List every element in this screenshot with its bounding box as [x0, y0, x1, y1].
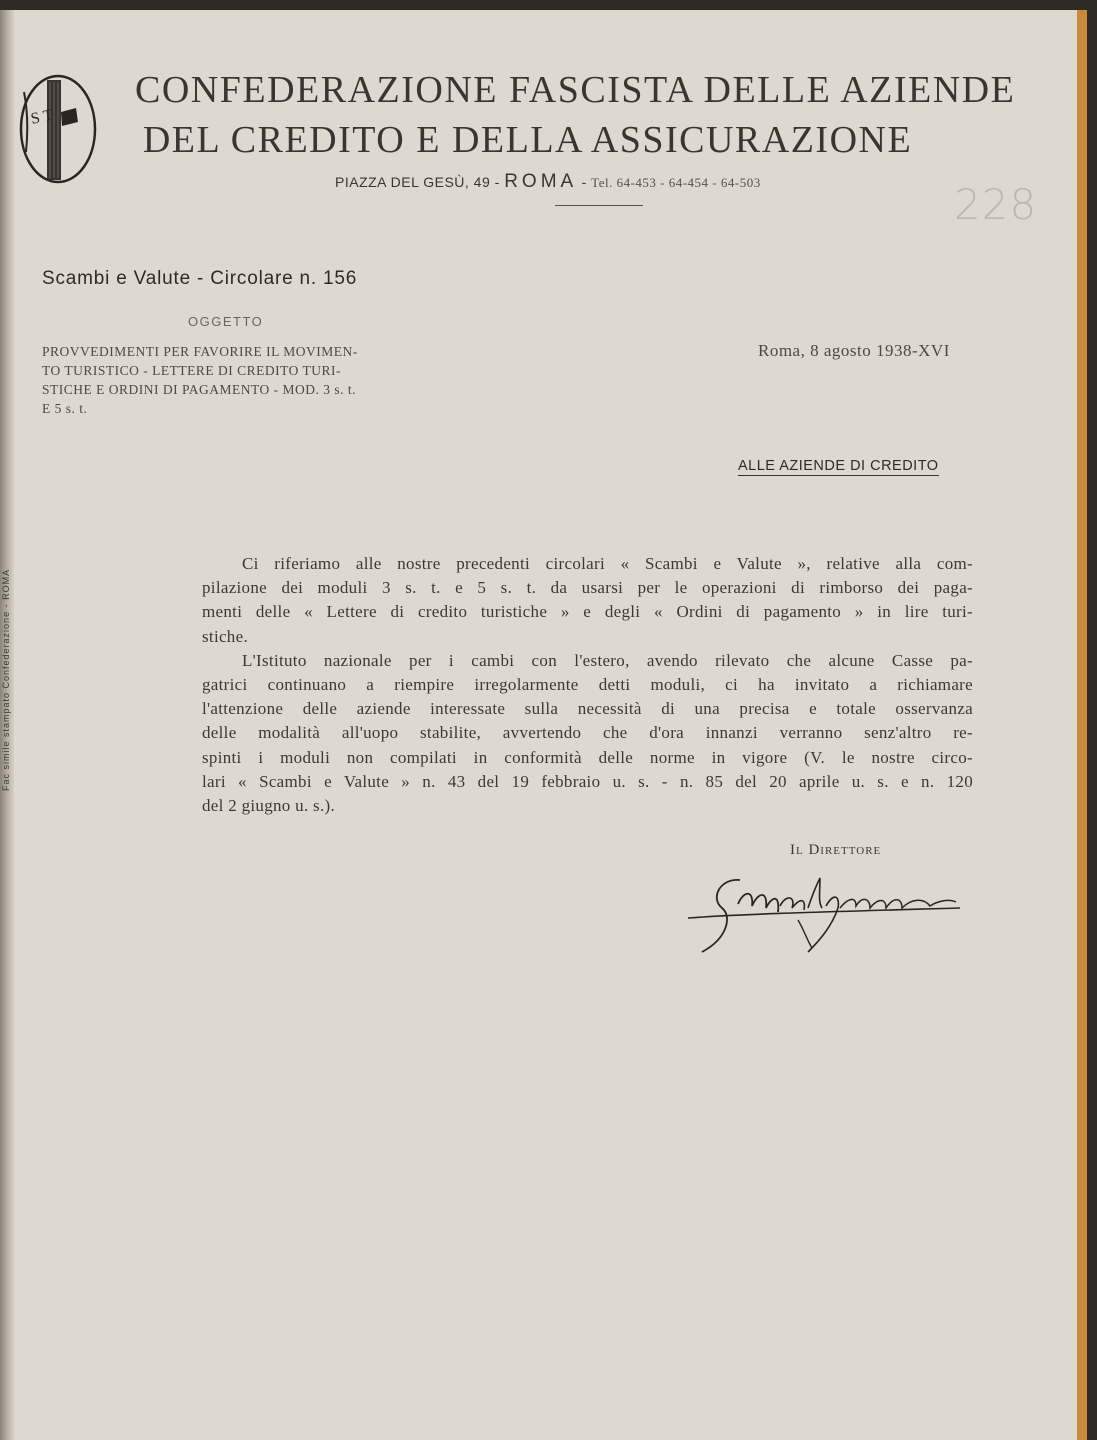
address	[335, 171, 761, 193]
binding-text: Fac simile stampato Confederazione - ROMA	[1, 568, 11, 792]
fasces-emblem-icon	[14, 72, 98, 186]
subject-line: PROVVEDIMENTI PER FAVORIRE IL MOVIMEN-	[42, 344, 358, 359]
body-line: stiche.	[202, 626, 249, 646]
body-line: spinti i moduli non compilati in conformità delle norme in vigore (V. le nostre circo-	[202, 747, 973, 767]
director-signature	[680, 868, 970, 958]
body-line: gatrici continuano a riempire irregolarmente detti moduli, ci ha invitato a richiamare	[202, 674, 973, 694]
director-title: Il Direttore	[790, 842, 882, 858]
address-telephone: Tel. 64-453 - 64-454 - 64-503	[591, 175, 761, 190]
body-line: lari « Scambi e Valute » n. 43 del 19 febbraio u. s. - n. 85 del 20 aprile u. s. e n. 120	[202, 771, 973, 791]
address-separator: -	[581, 174, 587, 190]
document-page	[0, 10, 1087, 1440]
letter-date: Roma, 8 agosto 1938-XVI	[758, 341, 950, 360]
body-line: L'Istituto nazionale per i cambi con l'estero, avendo rilevato che alcune Casse pa-	[242, 650, 973, 670]
body-line: Ci riferiamo alle nostre precedenti circolari « Scambi e Valute », relative alla com-	[242, 554, 973, 573]
address-underline	[555, 205, 643, 206]
subject-line: STICHE E ORDINI DI PAGAMENTO - MOD. 3 s. t.	[42, 382, 357, 397]
body-line: delle modalità all'uopo stabilite, avvertendo che d'ora innanzi verranno senz'altro re-	[202, 723, 973, 743]
subject-label: OGGETTO	[188, 314, 264, 329]
body-line: del 2 giugno u. s.).	[202, 795, 336, 815]
subject-text	[42, 342, 442, 418]
pencil-page-number: 228	[954, 180, 1038, 229]
address-street: PIAZZA DEL GESÙ, 49 -	[335, 174, 500, 190]
recipient-line: ALLE AZIENDE DI CREDITO	[738, 458, 939, 474]
page-right-edge	[1077, 10, 1087, 1440]
body-line: menti delle « Lettere di credito turistiche » e degli « Ordini di pagamento » in lire turi-	[202, 602, 973, 622]
subject-line: E 5 s. t.	[42, 401, 88, 416]
header-line-1: CONFEDERAZIONE FASCISTA DELLE AZIENDE	[135, 69, 1016, 111]
body-line: pilazione dei moduli 3 s. t. e 5 s. t. da usarsi per le operazioni di rimborso dei paga-	[202, 578, 973, 598]
emblem-letters: S T	[29, 106, 55, 128]
body-line: l'attenzione delle aziende interessate sulla necessità di una precisa e totale osservanza	[202, 699, 973, 719]
circular-title: Scambi e Valute - Circolare n. 156	[42, 268, 358, 289]
binding-edge	[0, 10, 14, 1440]
header-line-2: DEL CREDITO E DELLA ASSICURAZIONE	[142, 119, 913, 161]
letter-body	[202, 552, 973, 818]
address-city: ROMA	[504, 171, 578, 192]
subject-line: TO TURISTICO - LETTERE DI CREDITO TURI-	[42, 363, 341, 378]
